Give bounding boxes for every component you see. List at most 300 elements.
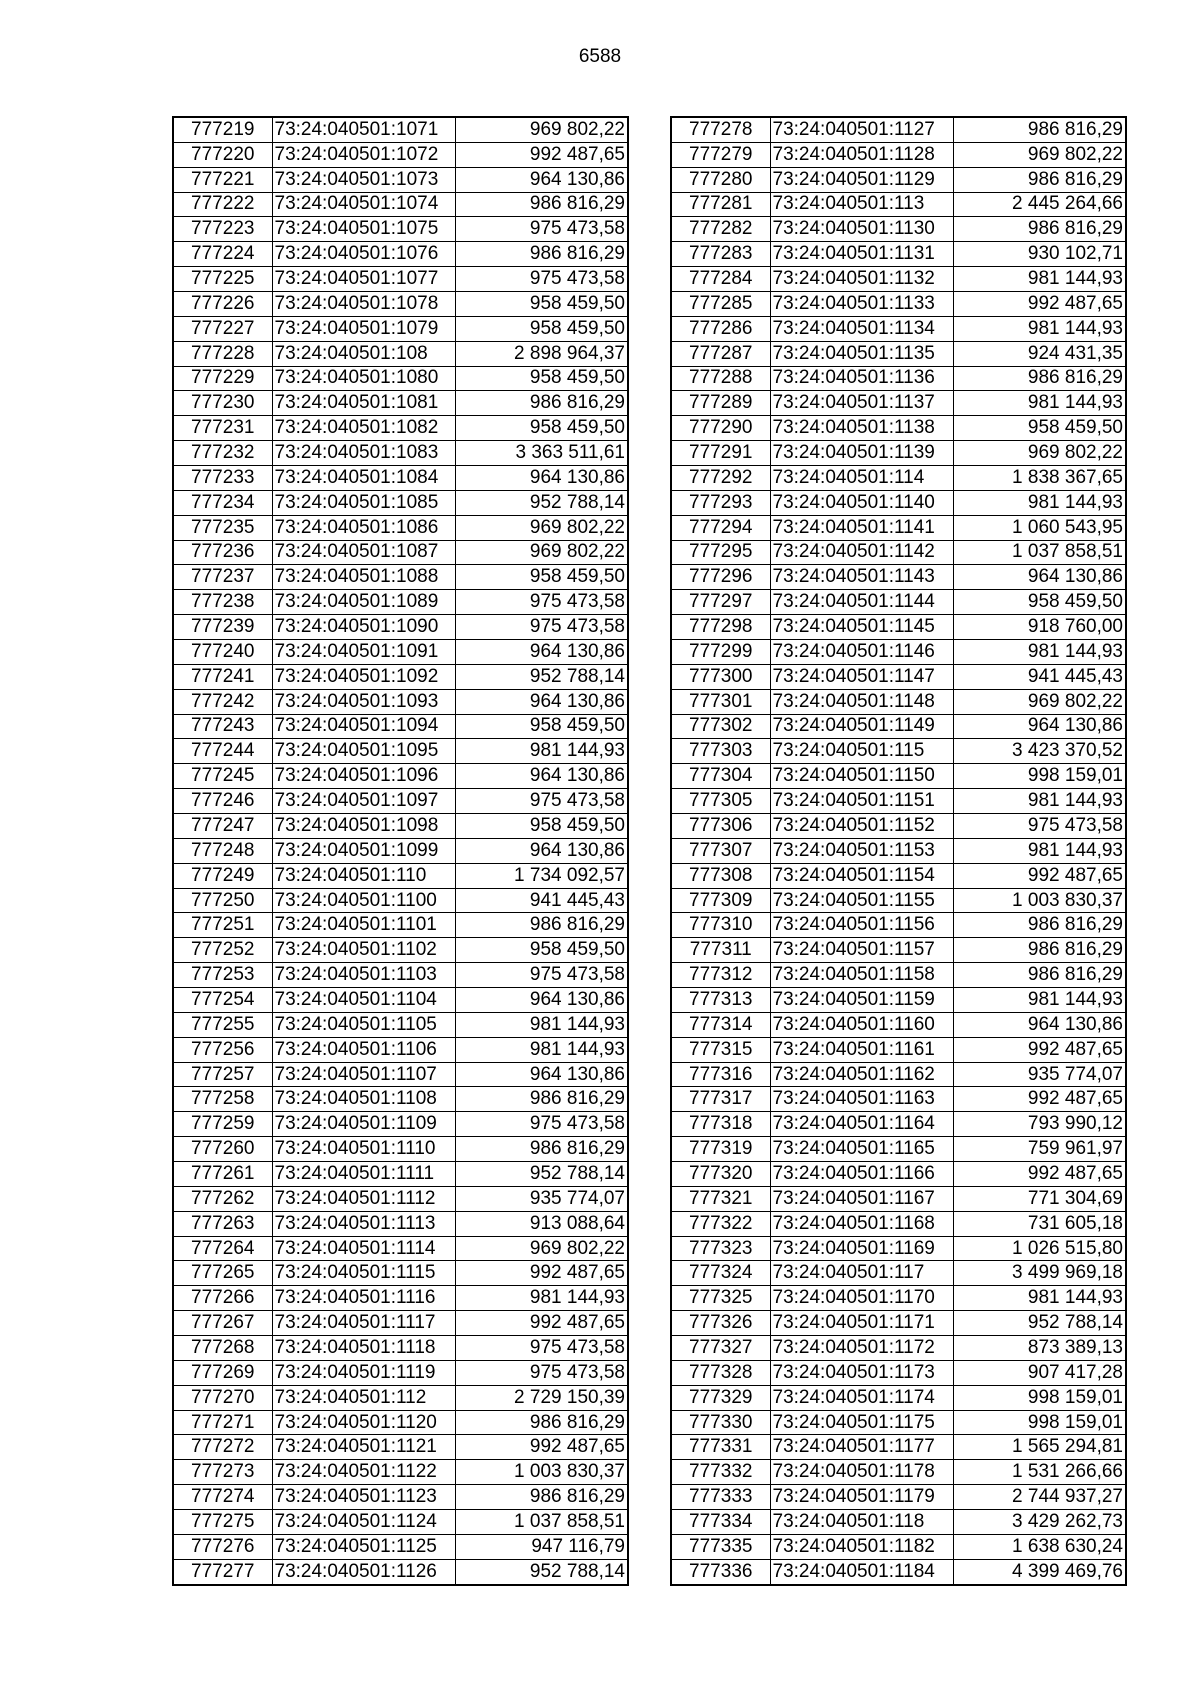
- value-cell: 981 144,93: [953, 838, 1126, 863]
- value-cell: 981 144,93: [455, 1286, 628, 1311]
- record-number-cell: 777221: [173, 167, 272, 192]
- table-row: [173, 391, 628, 416]
- cadastral-number-cell: 73:24:040501:1111: [272, 1162, 455, 1187]
- table-row: [173, 1385, 628, 1410]
- value-cell: 964 130,86: [455, 167, 628, 192]
- cadastral-number-cell: 73:24:040501:113: [770, 192, 953, 217]
- value-cell: 3 363 511,61: [455, 441, 628, 466]
- record-number-cell: 777226: [173, 291, 272, 316]
- table-row: [173, 1062, 628, 1087]
- value-cell: 947 116,79: [455, 1534, 628, 1559]
- value-cell: 2 898 964,37: [455, 341, 628, 366]
- table-row: [173, 1211, 628, 1236]
- table-row: [173, 291, 628, 316]
- record-number-cell: 777280: [671, 167, 770, 192]
- value-cell: 1 638 630,24: [953, 1534, 1126, 1559]
- record-number-cell: 777290: [671, 416, 770, 441]
- cadastral-number-cell: 73:24:040501:1154: [770, 863, 953, 888]
- cadastral-number-cell: 73:24:040501:1133: [770, 291, 953, 316]
- cadastral-number-cell: 73:24:040501:1123: [272, 1485, 455, 1510]
- table-row: [671, 1510, 1126, 1535]
- value-cell: 969 802,22: [455, 515, 628, 540]
- record-number-cell: 777252: [173, 938, 272, 963]
- table-row: [173, 938, 628, 963]
- table-row: [671, 1286, 1126, 1311]
- record-number-cell: 777287: [671, 341, 770, 366]
- table-row: [173, 1037, 628, 1062]
- value-cell: 1 003 830,37: [953, 888, 1126, 913]
- value-cell: 873 389,13: [953, 1336, 1126, 1361]
- record-number-cell: 777305: [671, 789, 770, 814]
- cadastral-number-cell: 73:24:040501:1116: [272, 1286, 455, 1311]
- record-number-cell: 777311: [671, 938, 770, 963]
- cadastral-number-cell: 73:24:040501:1121: [272, 1435, 455, 1460]
- value-cell: 986 816,29: [953, 167, 1126, 192]
- cadastral-number-cell: 73:24:040501:1150: [770, 764, 953, 789]
- value-cell: 952 788,14: [455, 1162, 628, 1187]
- cadastral-number-cell: 73:24:040501:1151: [770, 789, 953, 814]
- value-cell: 992 487,65: [455, 142, 628, 167]
- table-row: [671, 764, 1126, 789]
- cadastral-number-cell: 73:24:040501:1100: [272, 888, 455, 913]
- cadastral-number-cell: 73:24:040501:1096: [272, 764, 455, 789]
- record-number-cell: 777222: [173, 192, 272, 217]
- cadastral-number-cell: 73:24:040501:1110: [272, 1137, 455, 1162]
- record-number-cell: 777289: [671, 391, 770, 416]
- cadastral-number-cell: 73:24:040501:1173: [770, 1360, 953, 1385]
- table-row: [173, 167, 628, 192]
- table-row: [173, 316, 628, 341]
- record-number-cell: 777247: [173, 814, 272, 839]
- table-row: [173, 1311, 628, 1336]
- value-cell: 958 459,50: [953, 416, 1126, 441]
- cadastral-number-cell: 73:24:040501:1104: [272, 988, 455, 1013]
- value-cell: 2 445 264,66: [953, 192, 1126, 217]
- cadastral-number-cell: 73:24:040501:1122: [272, 1460, 455, 1485]
- table-row: [671, 217, 1126, 242]
- value-cell: 975 473,58: [953, 814, 1126, 839]
- record-number-cell: 777251: [173, 913, 272, 938]
- record-number-cell: 777232: [173, 441, 272, 466]
- cadastral-number-cell: 73:24:040501:1090: [272, 615, 455, 640]
- table-row: [173, 689, 628, 714]
- table-row: [671, 1385, 1126, 1410]
- record-number-cell: 777329: [671, 1385, 770, 1410]
- table-row: [671, 1112, 1126, 1137]
- cadastral-number-cell: 73:24:040501:1114: [272, 1236, 455, 1261]
- table-row: [173, 1236, 628, 1261]
- value-cell: 918 760,00: [953, 615, 1126, 640]
- cadastral-number-cell: 73:24:040501:1162: [770, 1062, 953, 1087]
- record-number-cell: 777241: [173, 664, 272, 689]
- record-number-cell: 777315: [671, 1037, 770, 1062]
- value-cell: 998 159,01: [953, 1385, 1126, 1410]
- record-number-cell: 777310: [671, 913, 770, 938]
- table-row: [671, 1460, 1126, 1485]
- table-row: [173, 888, 628, 913]
- value-cell: 969 802,22: [455, 1236, 628, 1261]
- record-number-cell: 777254: [173, 988, 272, 1013]
- value-cell: 992 487,65: [455, 1311, 628, 1336]
- cadastral-number-cell: 73:24:040501:1102: [272, 938, 455, 963]
- cadastral-number-cell: 73:24:040501:1125: [272, 1534, 455, 1559]
- value-cell: 986 816,29: [455, 913, 628, 938]
- table-row: [173, 963, 628, 988]
- record-number-cell: 777234: [173, 490, 272, 515]
- table-row: [671, 1485, 1126, 1510]
- record-number-cell: 777328: [671, 1360, 770, 1385]
- record-number-cell: 777236: [173, 540, 272, 565]
- value-cell: 2 729 150,39: [455, 1385, 628, 1410]
- table-row: [671, 1087, 1126, 1112]
- cadastral-number-cell: 73:24:040501:1101: [272, 913, 455, 938]
- cadastral-number-cell: 73:24:040501:1147: [770, 664, 953, 689]
- cadastral-number-cell: 73:24:040501:1107: [272, 1062, 455, 1087]
- value-cell: 952 788,14: [953, 1311, 1126, 1336]
- value-cell: 1 037 858,51: [455, 1510, 628, 1535]
- value-cell: 975 473,58: [455, 217, 628, 242]
- table-row: [173, 739, 628, 764]
- cadastral-number-cell: 73:24:040501:1128: [770, 142, 953, 167]
- record-number-cell: 777298: [671, 615, 770, 640]
- record-number-cell: 777330: [671, 1410, 770, 1435]
- value-cell: 981 144,93: [455, 1012, 628, 1037]
- cadastral-number-cell: 73:24:040501:1152: [770, 814, 953, 839]
- cadastral-number-cell: 73:24:040501:1175: [770, 1410, 953, 1435]
- table-row: [671, 1012, 1126, 1037]
- table-row: [173, 465, 628, 490]
- cadastral-number-cell: 73:24:040501:114: [770, 465, 953, 490]
- cadastral-number-cell: 73:24:040501:118: [770, 1510, 953, 1535]
- cadastral-number-cell: 73:24:040501:1081: [272, 391, 455, 416]
- value-cell: 952 788,14: [455, 1559, 628, 1584]
- cadastral-number-cell: 73:24:040501:1164: [770, 1112, 953, 1137]
- record-number-cell: 777304: [671, 764, 770, 789]
- value-cell: 981 144,93: [455, 739, 628, 764]
- cadastral-number-cell: 73:24:040501:1092: [272, 664, 455, 689]
- record-number-cell: 777229: [173, 366, 272, 391]
- record-number-cell: 777224: [173, 242, 272, 267]
- cadastral-number-cell: 73:24:040501:1084: [272, 465, 455, 490]
- value-cell: 935 774,07: [953, 1062, 1126, 1087]
- value-cell: 975 473,58: [455, 615, 628, 640]
- record-number-cell: 777291: [671, 441, 770, 466]
- table-row: [173, 814, 628, 839]
- record-number-cell: 777299: [671, 639, 770, 664]
- record-number-cell: 777278: [671, 117, 770, 142]
- cadastral-table-right: [670, 116, 1127, 1586]
- record-number-cell: 777238: [173, 590, 272, 615]
- cadastral-number-cell: 73:24:040501:1112: [272, 1186, 455, 1211]
- table-row: [173, 192, 628, 217]
- value-cell: 986 816,29: [455, 391, 628, 416]
- cadastral-number-cell: 73:24:040501:1115: [272, 1261, 455, 1286]
- record-number-cell: 777308: [671, 863, 770, 888]
- table-row: [671, 391, 1126, 416]
- table-row: [173, 1137, 628, 1162]
- record-number-cell: 777255: [173, 1012, 272, 1037]
- value-cell: 958 459,50: [455, 814, 628, 839]
- value-cell: 935 774,07: [455, 1186, 628, 1211]
- record-number-cell: 777242: [173, 689, 272, 714]
- value-cell: 958 459,50: [455, 938, 628, 963]
- cadastral-number-cell: 73:24:040501:1161: [770, 1037, 953, 1062]
- cadastral-number-cell: 73:24:040501:1158: [770, 963, 953, 988]
- table-row: [671, 341, 1126, 366]
- value-cell: 975 473,58: [455, 1336, 628, 1361]
- table-row: [173, 1435, 628, 1460]
- record-number-cell: 777325: [671, 1286, 770, 1311]
- cadastral-number-cell: 73:24:040501:1182: [770, 1534, 953, 1559]
- cadastral-number-cell: 73:24:040501:1126: [272, 1559, 455, 1584]
- cadastral-number-cell: 73:24:040501:1089: [272, 590, 455, 615]
- table-row: [671, 465, 1126, 490]
- value-cell: 964 130,86: [455, 639, 628, 664]
- value-cell: 913 088,64: [455, 1211, 628, 1236]
- value-cell: 986 816,29: [455, 1485, 628, 1510]
- cadastral-number-cell: 73:24:040501:1171: [770, 1311, 953, 1336]
- record-number-cell: 777220: [173, 142, 272, 167]
- record-number-cell: 777261: [173, 1162, 272, 1187]
- value-cell: 907 417,28: [953, 1360, 1126, 1385]
- table-row: [671, 938, 1126, 963]
- cadastral-number-cell: 73:24:040501:110: [272, 863, 455, 888]
- value-cell: 992 487,65: [953, 1162, 1126, 1187]
- cadastral-number-cell: 73:24:040501:1120: [272, 1410, 455, 1435]
- record-number-cell: 777250: [173, 888, 272, 913]
- record-number-cell: 777228: [173, 341, 272, 366]
- value-cell: 958 459,50: [953, 590, 1126, 615]
- record-number-cell: 777295: [671, 540, 770, 565]
- table-row: [671, 540, 1126, 565]
- table-row: [173, 565, 628, 590]
- table-row: [173, 1087, 628, 1112]
- record-number-cell: 777219: [173, 117, 272, 142]
- table-row: [671, 689, 1126, 714]
- cadastral-number-cell: 73:24:040501:1146: [770, 639, 953, 664]
- table-row: [173, 416, 628, 441]
- table-row: [173, 863, 628, 888]
- record-number-cell: 777277: [173, 1559, 272, 1584]
- record-number-cell: 777264: [173, 1236, 272, 1261]
- value-cell: 958 459,50: [455, 366, 628, 391]
- table-row: [671, 1311, 1126, 1336]
- value-cell: 958 459,50: [455, 316, 628, 341]
- cadastral-number-cell: 73:24:040501:1159: [770, 988, 953, 1013]
- table-row: [671, 242, 1126, 267]
- cadastral-number-cell: 73:24:040501:1103: [272, 963, 455, 988]
- value-cell: 1 734 092,57: [455, 863, 628, 888]
- table-row: [671, 515, 1126, 540]
- cadastral-number-cell: 73:24:040501:1155: [770, 888, 953, 913]
- value-cell: 964 130,86: [953, 565, 1126, 590]
- value-cell: 969 802,22: [455, 117, 628, 142]
- record-number-cell: 777320: [671, 1162, 770, 1187]
- value-cell: 992 487,65: [455, 1261, 628, 1286]
- cadastral-number-cell: 73:24:040501:1177: [770, 1435, 953, 1460]
- record-number-cell: 777313: [671, 988, 770, 1013]
- record-number-cell: 777279: [671, 142, 770, 167]
- record-number-cell: 777268: [173, 1336, 272, 1361]
- value-cell: 969 802,22: [953, 142, 1126, 167]
- cadastral-number-cell: 73:24:040501:1091: [272, 639, 455, 664]
- table-row: [173, 217, 628, 242]
- value-cell: 992 487,65: [953, 1037, 1126, 1062]
- table-row: [173, 267, 628, 292]
- value-cell: 986 816,29: [455, 242, 628, 267]
- table-row: [173, 1360, 628, 1385]
- value-cell: 992 487,65: [953, 1087, 1126, 1112]
- cadastral-number-cell: 73:24:040501:1082: [272, 416, 455, 441]
- cadastral-number-cell: 73:24:040501:1127: [770, 117, 953, 142]
- cadastral-number-cell: 73:24:040501:1098: [272, 814, 455, 839]
- cadastral-number-cell: 73:24:040501:1145: [770, 615, 953, 640]
- table-row: [173, 1012, 628, 1037]
- table-row: [173, 590, 628, 615]
- table-row: [671, 167, 1126, 192]
- table-row: [671, 1037, 1126, 1062]
- table-row: [671, 789, 1126, 814]
- table-row: [671, 739, 1126, 764]
- value-cell: 981 144,93: [455, 1037, 628, 1062]
- record-number-cell: 777292: [671, 465, 770, 490]
- record-number-cell: 777316: [671, 1062, 770, 1087]
- table-row: [671, 416, 1126, 441]
- table-row: [173, 341, 628, 366]
- table-row: [671, 888, 1126, 913]
- value-cell: 964 130,86: [455, 689, 628, 714]
- table-row: [173, 1286, 628, 1311]
- cadastral-number-cell: 73:24:040501:1166: [770, 1162, 953, 1187]
- table-row: [173, 1336, 628, 1361]
- table-row: [671, 1559, 1126, 1584]
- record-number-cell: 777312: [671, 963, 770, 988]
- record-number-cell: 777266: [173, 1286, 272, 1311]
- cadastral-number-cell: 73:24:040501:1165: [770, 1137, 953, 1162]
- table-row: [671, 838, 1126, 863]
- cadastral-number-cell: 73:24:040501:1113: [272, 1211, 455, 1236]
- record-number-cell: 777267: [173, 1311, 272, 1336]
- value-cell: 986 816,29: [953, 913, 1126, 938]
- cadastral-number-cell: 73:24:040501:1109: [272, 1112, 455, 1137]
- value-cell: 964 130,86: [455, 1062, 628, 1087]
- cadastral-number-cell: 73:24:040501:1099: [272, 838, 455, 863]
- record-number-cell: 777260: [173, 1137, 272, 1162]
- cadastral-number-cell: 73:24:040501:117: [770, 1261, 953, 1286]
- cadastral-number-cell: 73:24:040501:1169: [770, 1236, 953, 1261]
- value-cell: 986 816,29: [455, 1087, 628, 1112]
- value-cell: 981 144,93: [953, 988, 1126, 1013]
- cadastral-number-cell: 73:24:040501:1119: [272, 1360, 455, 1385]
- cadastral-number-cell: 73:24:040501:1077: [272, 267, 455, 292]
- table-row: [671, 490, 1126, 515]
- cadastral-number-cell: 73:24:040501:1156: [770, 913, 953, 938]
- table-row: [671, 988, 1126, 1013]
- value-cell: 986 816,29: [953, 938, 1126, 963]
- record-number-cell: 777231: [173, 416, 272, 441]
- record-number-cell: 777276: [173, 1534, 272, 1559]
- cadastral-number-cell: 73:24:040501:1124: [272, 1510, 455, 1535]
- value-cell: 986 816,29: [455, 192, 628, 217]
- value-cell: 975 473,58: [455, 1112, 628, 1137]
- value-cell: 941 445,43: [455, 888, 628, 913]
- record-number-cell: 777269: [173, 1360, 272, 1385]
- table-row: [671, 291, 1126, 316]
- cadastral-number-cell: 73:24:040501:1135: [770, 341, 953, 366]
- table-row: [671, 441, 1126, 466]
- table-row: [173, 789, 628, 814]
- table-row: [671, 664, 1126, 689]
- record-number-cell: 777281: [671, 192, 770, 217]
- value-cell: 3 423 370,52: [953, 739, 1126, 764]
- record-number-cell: 777321: [671, 1186, 770, 1211]
- record-number-cell: 777327: [671, 1336, 770, 1361]
- table-row: [173, 1485, 628, 1510]
- record-number-cell: 777249: [173, 863, 272, 888]
- cadastral-number-cell: 73:24:040501:1095: [272, 739, 455, 764]
- value-cell: 958 459,50: [455, 565, 628, 590]
- record-number-cell: 777273: [173, 1460, 272, 1485]
- cadastral-table-left: [172, 116, 629, 1586]
- table-row: [173, 838, 628, 863]
- record-number-cell: 777244: [173, 739, 272, 764]
- table-row: [173, 1112, 628, 1137]
- value-cell: 793 990,12: [953, 1112, 1126, 1137]
- record-number-cell: 777334: [671, 1510, 770, 1535]
- value-cell: 998 159,01: [953, 764, 1126, 789]
- value-cell: 986 816,29: [953, 366, 1126, 391]
- table-row: [671, 1236, 1126, 1261]
- value-cell: 964 130,86: [455, 764, 628, 789]
- value-cell: 958 459,50: [455, 416, 628, 441]
- cadastral-number-cell: 73:24:040501:1131: [770, 242, 953, 267]
- cadastral-number-cell: 73:24:040501:1149: [770, 714, 953, 739]
- table-row: [173, 1534, 628, 1559]
- table-row: [173, 1510, 628, 1535]
- record-number-cell: 777331: [671, 1435, 770, 1460]
- value-cell: 958 459,50: [455, 714, 628, 739]
- table-row: [173, 913, 628, 938]
- value-cell: 969 802,22: [953, 689, 1126, 714]
- record-number-cell: 777324: [671, 1261, 770, 1286]
- record-number-cell: 777223: [173, 217, 272, 242]
- record-number-cell: 777318: [671, 1112, 770, 1137]
- table-row: [173, 639, 628, 664]
- table-row: [173, 142, 628, 167]
- record-number-cell: 777317: [671, 1087, 770, 1112]
- table-row: [173, 1186, 628, 1211]
- value-cell: 964 130,86: [953, 1012, 1126, 1037]
- table-row: [671, 117, 1126, 142]
- cadastral-number-cell: 73:24:040501:1178: [770, 1460, 953, 1485]
- cadastral-number-cell: 73:24:040501:1144: [770, 590, 953, 615]
- record-number-cell: 777332: [671, 1460, 770, 1485]
- record-number-cell: 777303: [671, 739, 770, 764]
- record-number-cell: 777253: [173, 963, 272, 988]
- cadastral-number-cell: 73:24:040501:1078: [272, 291, 455, 316]
- record-number-cell: 777263: [173, 1211, 272, 1236]
- cadastral-number-cell: 73:24:040501:1072: [272, 142, 455, 167]
- table-row: [671, 963, 1126, 988]
- record-number-cell: 777326: [671, 1311, 770, 1336]
- value-cell: 981 144,93: [953, 639, 1126, 664]
- value-cell: 759 961,97: [953, 1137, 1126, 1162]
- table-row: [671, 1137, 1126, 1162]
- record-number-cell: 777306: [671, 814, 770, 839]
- value-cell: 952 788,14: [455, 490, 628, 515]
- table-row: [671, 1062, 1126, 1087]
- record-number-cell: 777335: [671, 1534, 770, 1559]
